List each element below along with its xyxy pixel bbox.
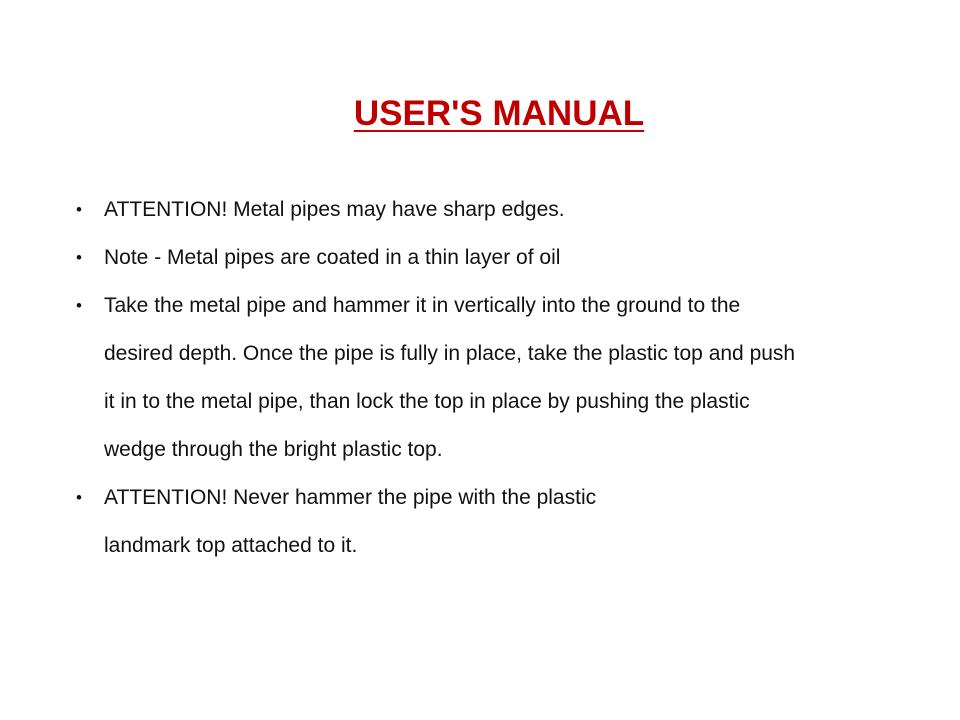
list-item-text: Take the metal pipe and hammer it in vertically into the ground to the xyxy=(104,294,741,317)
bullet-icon: • xyxy=(76,296,82,315)
bullet-icon: • xyxy=(76,200,82,219)
list-item-text: ATTENTION! Never hammer the pipe with the plastic xyxy=(104,486,597,509)
bullet-icon: • xyxy=(76,488,82,507)
bullet-icon: • xyxy=(76,248,82,267)
list-item-text: wedge through the bright plastic top. xyxy=(104,438,443,461)
list-item xyxy=(76,234,924,282)
bullet-list xyxy=(76,186,924,570)
list-item xyxy=(76,474,924,570)
page-title: USER'S MANUAL xyxy=(353,94,645,133)
list-item-text: landmark top attached to it. xyxy=(104,534,358,557)
list-item xyxy=(76,282,924,474)
list-item-text: it in to the metal pipe, than lock the top in place by pushing the plastic xyxy=(104,390,750,413)
list-item-text: desired depth. Once the pipe is fully in place, take the plastic top and push xyxy=(104,342,796,365)
list-item xyxy=(76,186,924,234)
list-item-text: ATTENTION! Metal pipes may have sharp edges. xyxy=(104,198,565,221)
list-item-text: Note - Metal pipes are coated in a thin layer of oil xyxy=(104,246,561,269)
